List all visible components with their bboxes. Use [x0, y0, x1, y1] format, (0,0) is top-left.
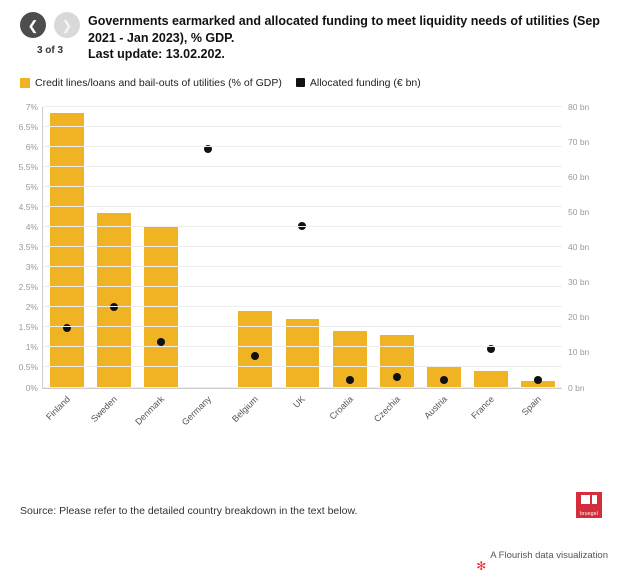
bar-group[interactable]	[279, 107, 326, 410]
gridline	[43, 286, 562, 287]
y-axis-left-tick: 1%	[25, 342, 38, 353]
x-axis-label: France	[469, 393, 497, 421]
bar-group[interactable]	[43, 107, 90, 422]
data-point[interactable]	[157, 338, 165, 346]
legend-label-bars: Credit lines/loans and bail-outs of utilities (% of GDP)	[35, 76, 282, 89]
y-axis-left-tick: 2%	[25, 302, 38, 313]
legend-item-dots[interactable]	[296, 77, 421, 89]
gridline	[43, 346, 562, 347]
plot-canvas	[18, 101, 590, 427]
bar-group[interactable]	[179, 107, 232, 427]
y-axis-right-tick: 80 bn	[568, 101, 590, 112]
legend-dot-icon	[296, 78, 305, 87]
y-axis-right-tick: 50 bn	[568, 206, 590, 217]
x-axis-label: Belgium	[230, 393, 261, 424]
slide-nav	[14, 12, 86, 56]
source-note: Source: Please refer to the detailed country breakdown in the text below.	[20, 505, 358, 517]
chevron-left-icon[interactable]: ❮	[20, 12, 46, 38]
bar-group[interactable]	[371, 107, 420, 424]
flourish-credit-label: A Flourish data visualization	[490, 550, 608, 561]
x-axis-label: Denmark	[133, 393, 167, 427]
y-axis-left-tick: 0.5%	[18, 362, 38, 373]
flourish-credit[interactable]	[476, 550, 608, 573]
legend-label-dots: Allocated funding (€ bn)	[309, 76, 421, 89]
series-layer	[43, 107, 562, 427]
y-axis-left-tick: 0%	[25, 382, 38, 393]
data-point[interactable]	[393, 373, 401, 381]
y-axis-right-tick: 20 bn	[568, 312, 590, 323]
bar-group[interactable]	[230, 107, 279, 424]
bar[interactable]	[286, 319, 320, 387]
y-axis-left-tick: 5.5%	[18, 161, 38, 172]
y-axis-left-tick: 5%	[25, 181, 38, 192]
flourish-star-icon: ✻	[476, 559, 487, 573]
y-axis-left-tick: 6%	[25, 141, 38, 152]
bruegel-logo-icon	[576, 492, 602, 518]
y-axis-right-tick: 30 bn	[568, 277, 590, 288]
bar-group[interactable]	[420, 107, 467, 421]
gridline	[43, 126, 562, 127]
gridline	[43, 306, 562, 307]
x-axis-label: Austria	[422, 393, 450, 421]
bar[interactable]	[238, 311, 272, 387]
gridline	[43, 326, 562, 327]
bar[interactable]	[97, 213, 131, 388]
x-axis-label: Czechia	[371, 393, 402, 424]
logo-shape-a	[581, 495, 590, 504]
gridline	[43, 146, 562, 147]
data-point[interactable]	[346, 376, 354, 384]
bar-group[interactable]	[515, 107, 562, 417]
title-block	[86, 12, 606, 63]
x-axis-label: Finland	[43, 393, 72, 422]
gridline	[43, 226, 562, 227]
y-axis-right-tick: 60 bn	[568, 171, 590, 182]
data-point[interactable]	[534, 376, 542, 384]
gridline	[43, 106, 562, 107]
nav-arrows	[20, 12, 80, 38]
gridline	[43, 266, 562, 267]
y-axis-right-tick: 40 bn	[568, 242, 590, 252]
bar-group[interactable]	[326, 107, 373, 422]
chart-plot-area	[0, 99, 620, 444]
gridline	[43, 246, 562, 247]
gridline	[43, 206, 562, 207]
bar-group[interactable]	[468, 107, 515, 421]
logo-text: bruegel	[579, 511, 599, 517]
gridline	[43, 366, 562, 367]
y-axis-left-tick: 6.5%	[18, 121, 38, 132]
legend-swatch-icon	[20, 78, 30, 88]
chart-header	[0, 0, 620, 63]
y-axis-left-tick: 4.5%	[18, 201, 38, 212]
data-point[interactable]	[63, 324, 71, 332]
y-axis-left-tick: 1.5%	[18, 322, 38, 333]
data-point[interactable]	[251, 352, 259, 360]
bar-group[interactable]	[88, 107, 137, 424]
x-axis-label: Sweden	[88, 393, 119, 424]
chart-legend	[0, 63, 620, 89]
x-axis-label: UK	[291, 393, 308, 410]
chevron-right-icon[interactable]: ❯	[54, 12, 80, 38]
gridline	[43, 387, 562, 388]
bar[interactable]	[144, 227, 178, 388]
legend-item-bars[interactable]	[20, 77, 282, 89]
bar-group[interactable]	[133, 107, 184, 427]
y-axis-right-tick: 0 bn	[568, 382, 585, 393]
slide-counter: 3 of 3	[36, 45, 64, 56]
y-axis-left-tick: 3%	[25, 262, 38, 273]
gridline	[43, 186, 562, 187]
y-axis-left-tick: 7%	[25, 101, 38, 112]
y-axis-right-tick: 10 bn	[568, 347, 590, 358]
y-axis-left-tick: 2.5%	[18, 282, 38, 293]
logo-shape-b	[592, 495, 597, 504]
y-axis-left-tick: 3.5%	[18, 242, 38, 252]
page-subtitle: Last update: 13.02.202.	[88, 47, 225, 61]
x-axis-label: Spain	[520, 393, 544, 417]
y-axis-left-tick: 4%	[25, 221, 38, 232]
page-title: Governments earmarked and allocated funding to meet liquidity needs of utilities (Sep 2021 - Jan 2023), % GDP.	[88, 14, 600, 45]
gridline	[43, 166, 562, 167]
x-axis-label: Croatia	[327, 393, 355, 422]
data-point[interactable]	[440, 376, 448, 384]
y-axis-right-tick: 70 bn	[568, 136, 590, 147]
x-axis-label: Germany	[179, 393, 214, 427]
